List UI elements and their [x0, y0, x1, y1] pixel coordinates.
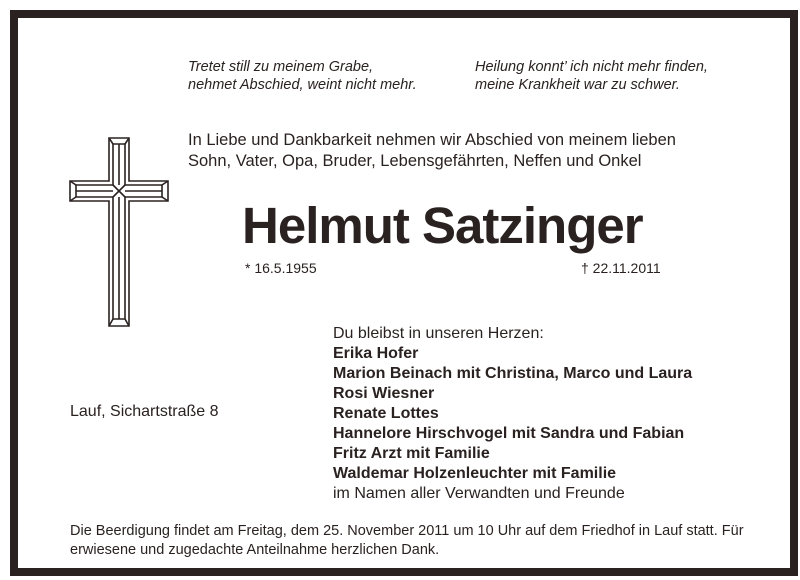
intro-line: In Liebe und Dankbarkeit nehmen wir Abschied von meinem lieben: [188, 131, 676, 149]
poem-line: meine Krankheit war zu schwer.: [475, 77, 680, 93]
mourner-names: [333, 344, 692, 484]
mourner-name: Rosi Wiesner: [333, 385, 435, 402]
obituary-content: [18, 18, 790, 568]
mourners-closing: im Namen aller Verwandten und Freunde: [333, 485, 625, 502]
poem-line: Heilung konnt’ ich nicht mehr finden,: [475, 59, 708, 75]
mourner-name: Erika Hofer: [333, 345, 419, 362]
mourners-heading: Du bleibst in unseren Herzen:: [333, 325, 544, 342]
mourner-name: Hannelore Hirschvogel mit Sandra und Fabian: [333, 425, 685, 442]
mourner-name: Waldemar Holzenleuchter mit Familie: [333, 465, 617, 482]
mourner-name: Renate Lottes: [333, 405, 439, 422]
deceased-name: Helmut Satzinger: [242, 197, 643, 254]
intro-line: Sohn, Vater, Opa, Bruder, Lebensgefährten, Neffen und Onkel: [188, 152, 642, 170]
death-date: † 22.11.2011: [581, 260, 661, 276]
obituary-frame: [10, 10, 798, 576]
address: Lauf, Sichartstraße 8: [70, 403, 219, 420]
mourner-name: Marion Beinach mit Christina, Marco und Laura: [333, 365, 693, 382]
poem-line: nehmet Abschied, weint nicht mehr.: [188, 77, 417, 93]
mourners-list: [333, 324, 692, 504]
poem-line: Tretet still zu meinem Grabe,: [188, 59, 374, 75]
intro-text: [188, 130, 676, 172]
poem-left: [188, 58, 417, 94]
cross-icon: [68, 136, 172, 328]
poem-right: [475, 58, 708, 94]
funeral-notice: Die Beerdigung findet am Freitag, dem 25. November 2011 um 10 Uhr auf dem Friedhof in Lauf statt. Für erwiesene und zugedachte Anteilnahme herzlichen Dank.: [70, 523, 744, 558]
mourner-name: Fritz Arzt mit Familie: [333, 445, 490, 462]
birth-date: * 16.5.1955: [245, 260, 317, 276]
